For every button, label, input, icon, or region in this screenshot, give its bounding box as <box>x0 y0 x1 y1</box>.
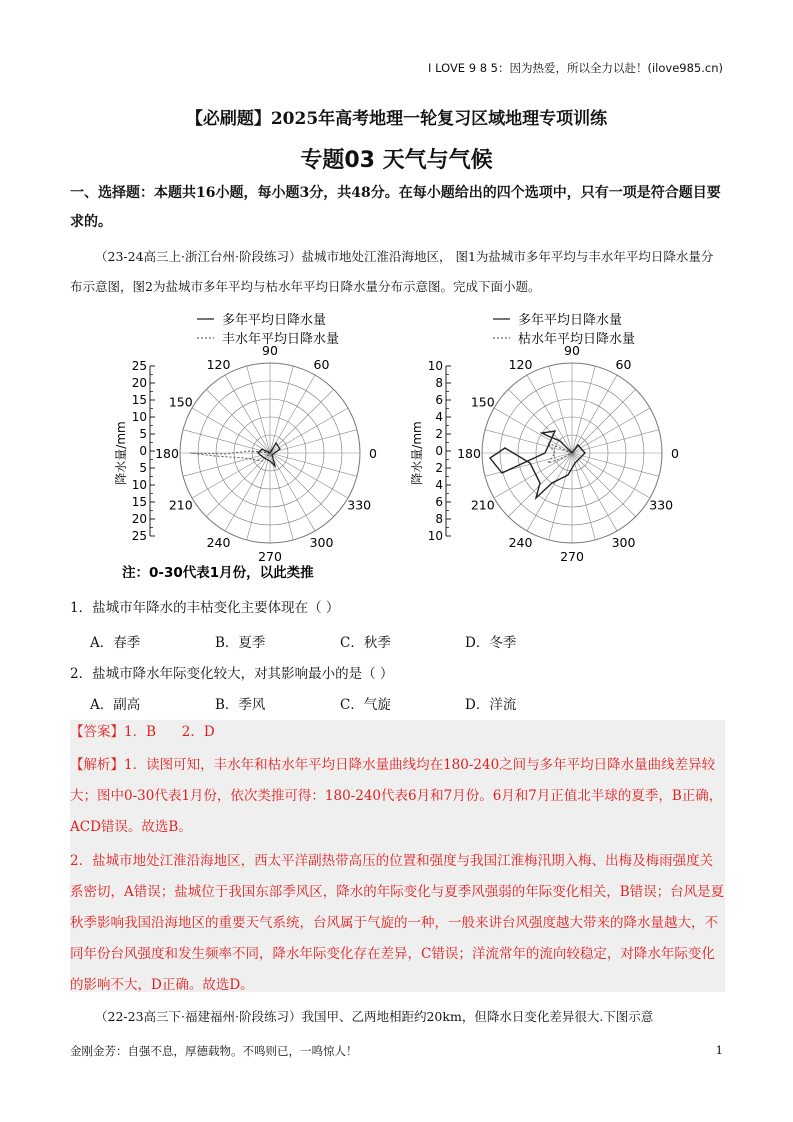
angle-label: 150 <box>168 394 193 410</box>
ytick-label: 10 <box>427 359 443 373</box>
ytick-label: 25 <box>131 529 147 543</box>
q1-option-b[interactable]: B．夏季 <box>215 635 266 651</box>
angle-label: 90 <box>564 343 580 358</box>
angle-label: 270 <box>560 549 584 564</box>
question-2-options <box>90 693 590 713</box>
question-1: 1．盐城市年降水的丰枯变化主要体现在（ ） <box>70 600 340 616</box>
angle-label: 300 <box>611 535 636 551</box>
left-legend <box>197 312 339 347</box>
analysis-2: 2．盐城市地处江淮沿海地区，西太平洋副热带高压的位置和强度与我国江淮梅汛期入梅、出梅及梅雨强度关系密切，A错误；盐城位于我国东部季风区，降水的年际变化与夏季风强弱的年际变化相关，B错误；台风是夏秋季影响我国沿海地区的重要天气系统，台风属于气旋的一种，一般来讲台风强度越大带来的降水量越大，不同年份台风强度和发生频率不同，降水年际变化存在差异，C错误；洋流常年的流向较稳定，对降水年际变化的影响不大，D正确。故选D。 <box>70 853 725 993</box>
angle-label: 240 <box>206 535 231 551</box>
ytick-label: 20 <box>131 512 147 526</box>
q2-option-d[interactable]: D．洋流 <box>465 697 517 713</box>
left-legend-dash: 丰水年平均日降水量 <box>222 332 340 347</box>
angle-label: 60 <box>615 356 632 372</box>
angle-label: 180 <box>155 446 179 461</box>
next-intro: （22-23高三下·福建福州·阶段练习）我国甲、乙两地相距约20km，但降水日变化差异很大.下图示意 <box>95 1009 654 1024</box>
right-legend <box>493 312 635 347</box>
right-legend-dash: 枯水年平均日降水量 <box>518 332 636 347</box>
angle-label: 240 <box>508 535 533 551</box>
question-2: 2．盐城市降水年际变化较大，对其影响最小的是（ ） <box>70 666 394 682</box>
question-1-options <box>90 631 590 651</box>
angle-label: 60 <box>313 356 330 372</box>
ytick-label: 6 <box>435 495 443 509</box>
ytick-label: 0 <box>435 444 443 458</box>
ytick-label: 6 <box>435 393 443 407</box>
ytick-label: 10 <box>131 478 147 492</box>
figure-polar-charts <box>0 303 793 603</box>
doc-subtitle: 专题03 天气与气候 <box>300 148 493 173</box>
angle-label: 150 <box>470 394 495 410</box>
ytick-label: 15 <box>131 495 147 509</box>
q2-option-a[interactable]: A．副高 <box>90 697 141 713</box>
left-angle-labels <box>155 343 377 564</box>
right-legend-solid: 多年平均日降水量 <box>518 313 623 328</box>
ytick-label: 4 <box>435 410 443 424</box>
section-heading: 一、选择题：本题共16小题，每小题3分，共48分。在每小题给出的四个选项中，只有一项是符合题目要求的。 <box>70 185 721 230</box>
q2-option-b[interactable]: B．季风 <box>215 697 266 713</box>
left-legend-solid: 多年平均日降水量 <box>222 313 327 328</box>
angle-label: 0 <box>671 446 679 461</box>
answer: 【答案】1．B 2．D <box>70 724 215 740</box>
q1-option-a[interactable]: A．春季 <box>90 635 141 651</box>
ytick-label: 2 <box>435 427 443 441</box>
ytick-label: 8 <box>435 376 443 390</box>
angle-label: 120 <box>206 356 231 372</box>
angle-label: 0 <box>369 446 377 461</box>
q1-option-d[interactable]: D．冬季 <box>465 635 517 651</box>
ytick-label: 0 <box>139 444 147 458</box>
angle-label: 180 <box>457 446 481 461</box>
right-series-solid <box>490 431 585 498</box>
page-footer: 金刚金芳：自强不息，厚德载物。不鸣则已，一鸣惊人！ <box>70 1044 358 1058</box>
angle-label: 300 <box>309 535 334 551</box>
page-number: 1 <box>715 1043 723 1057</box>
ytick-label: 25 <box>131 359 147 373</box>
page-header: I LOVE 9 8 5：因为热爱，所以全力以赴！(ilove985.cn) <box>428 61 723 75</box>
ytick-label: 20 <box>131 376 147 390</box>
ytick-label: 5 <box>139 461 147 475</box>
right-angle-labels <box>457 343 679 564</box>
ytick-label: 5 <box>139 427 147 441</box>
doc-title: 【必刷题】2025年高考地理一轮复习区域地理专项训练 <box>185 109 608 129</box>
left-ylabel: 降水量/mm <box>114 421 128 485</box>
ytick-label: 2 <box>435 461 443 475</box>
right-ylabel: 降水量/mm <box>410 421 424 485</box>
angle-label: 90 <box>262 343 278 358</box>
intro-paragraph: （23-24高三上·浙江台州·阶段练习）盐城市地处江淮沿海地区， 图1为盐城市多年平均与丰水年平均日降水量分布示意图，图2为盐城市多年平均与枯水年平均日降水量分布示意图。完成下面小题。 <box>70 249 714 294</box>
q1-option-c[interactable]: C．秋季 <box>340 635 391 651</box>
angle-label: 330 <box>649 497 674 513</box>
ytick-label: 10 <box>427 529 443 543</box>
left-axis <box>113 359 155 543</box>
angle-label: 270 <box>258 549 282 564</box>
right-axis <box>409 359 451 543</box>
figure-note: 注：0-30代表1月份，以此类推 <box>122 565 314 581</box>
q2-option-c[interactable]: C．气旋 <box>340 697 391 713</box>
angle-label: 210 <box>168 497 193 513</box>
angle-label: 330 <box>347 497 372 513</box>
ytick-label: 8 <box>435 512 443 526</box>
ytick-label: 10 <box>131 410 147 424</box>
ytick-label: 15 <box>131 393 147 407</box>
analysis-1: 【解析】1．读图可知，丰水年和枯水年平均日降水量曲线均在180-240之间与多年平均日降水量曲线差异较大；图中0-30代表1月份，依次类推可得：180-240代表6月和7月份。6月和7月正值北半球的夏季，B正确，ACD错误。故选B。 <box>70 757 723 835</box>
angle-label: 210 <box>470 497 495 513</box>
angle-label: 120 <box>508 356 533 372</box>
ytick-label: 4 <box>435 478 443 492</box>
